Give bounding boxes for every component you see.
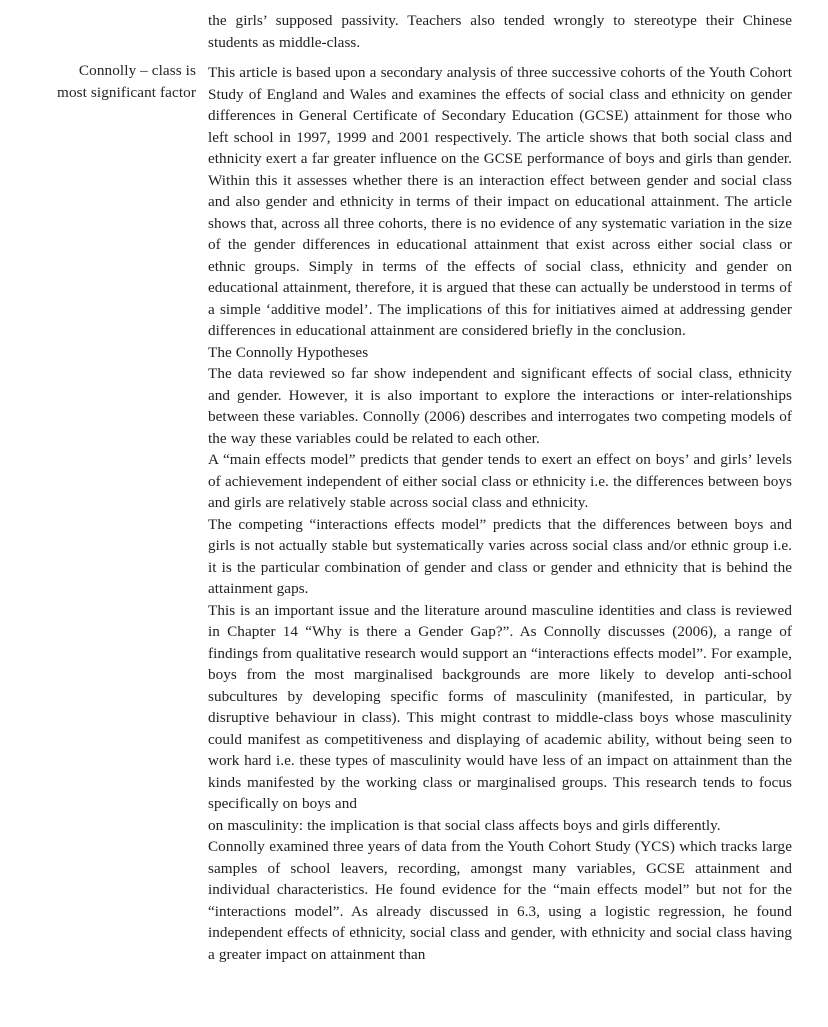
margin-note-line-1: Connolly – class is (78, 62, 196, 79)
paragraph-continued-passivity: the girls’ supposed passivity. Teachers also tended wrongly to stereotype their Chinese students as middle-class. (208, 12, 792, 51)
paragraph-masculine-identities: This is an important issue and the literature around masculine identities and class is reviewed in Chapter 14 “Why is there a Gender Gap?”. As Connolly discusses (2006), a range of findings from qualitative research would support an “interactions effects model”. For example, boys from the most marginalised backgrounds are more likely to develop anti-school subcultures by developing specific forms of masculinity (manifested, in particular, by disruptive behaviour in class). This might contrast to middle-class boys whose masculinity could manifest as competitiveness and displaying of academic ability, without being seen to work hard i.e. these types of masculinity would have less of an impact on attainment than the kinds manifested by the working class or marginalised groups. This research tends to focus specifically on boys and (208, 601, 792, 812)
margin-note (40, 60, 196, 103)
body-text-column (208, 10, 792, 965)
paragraph-data-reviewed: The data reviewed so far show independent and significant effects of social class, ethnicity and gender. However, it is also important to explore the interactions or inter-relationships between these variables. Connolly (2006) describes and interrogates two competing models of the way these variables could be related to each other. (208, 365, 792, 447)
paragraph-interactions-effects-model: The competing “interactions effects model” predicts that the differences between boys and girls is not actually stable but systematically varies across social class and/or ethnic group i.e. it is the particular combination of gender and class or gender and ethnicity that is behind the attainment gaps. (208, 515, 792, 597)
paragraph-connolly-ycs: Connolly examined three years of data from the Youth Cohort Study (YCS) which tracks large samples of school leavers, recording, amongst many variables, GCSE attainment and individual characteristics. He found evidence for the “main effects model” but not for the “interactions model”. As already discussed in 6.3, using a logistic regression, he found independent effects of ethnicity, social class and gender, with ethnicity and social class having a greater impact on attainment than (208, 838, 792, 963)
paragraph-on-masculinity: on masculinity: the implication is that social class affects boys and girls differently. (208, 816, 721, 834)
paragraph-main-effects-model: A “main effects model” predicts that gender tends to exert an effect on boys’ and girls’ levels of achievement independent of either social class or ethnicity i.e. the differences between boys and girls are relatively stable across social class and ethnicity. (208, 451, 792, 511)
paragraph-article-abstract: This article is based upon a secondary analysis of three successive cohorts of the Youth Cohort Study of England and Wales and examines the effects of social class and ethnicity on gender differences in General Certificate of Secondary Education (GCSE) attainment for those who left school in 1997, 1999 and 2001 respectively. The article shows that both social class and ethnicity exert a far greater influence on the GCSE performance of boys and girls than gender. Within this it assesses whether there is an interaction effect between gender and social class and also gender and ethnicity in terms of their impact on educational attainment. The article shows that, across all three cohorts, there is no evidence of any systematic variation in the size of the gender differences in educational attainment that exist across either social class or ethnic groups. Simply in terms of the effects of social class, ethnicity and gender on educational attainment, therefore, it is argued that these can actually be understood in terms of a simple ‘additive model’. The implications of this for initiatives aimed at addressing gender differences in educational attainment are considered briefly in the conclusion. (208, 64, 792, 339)
margin-note-line-2: most significant factor (57, 83, 196, 101)
paragraph-heading-connolly-hypotheses: The Connolly Hypotheses (208, 343, 369, 361)
